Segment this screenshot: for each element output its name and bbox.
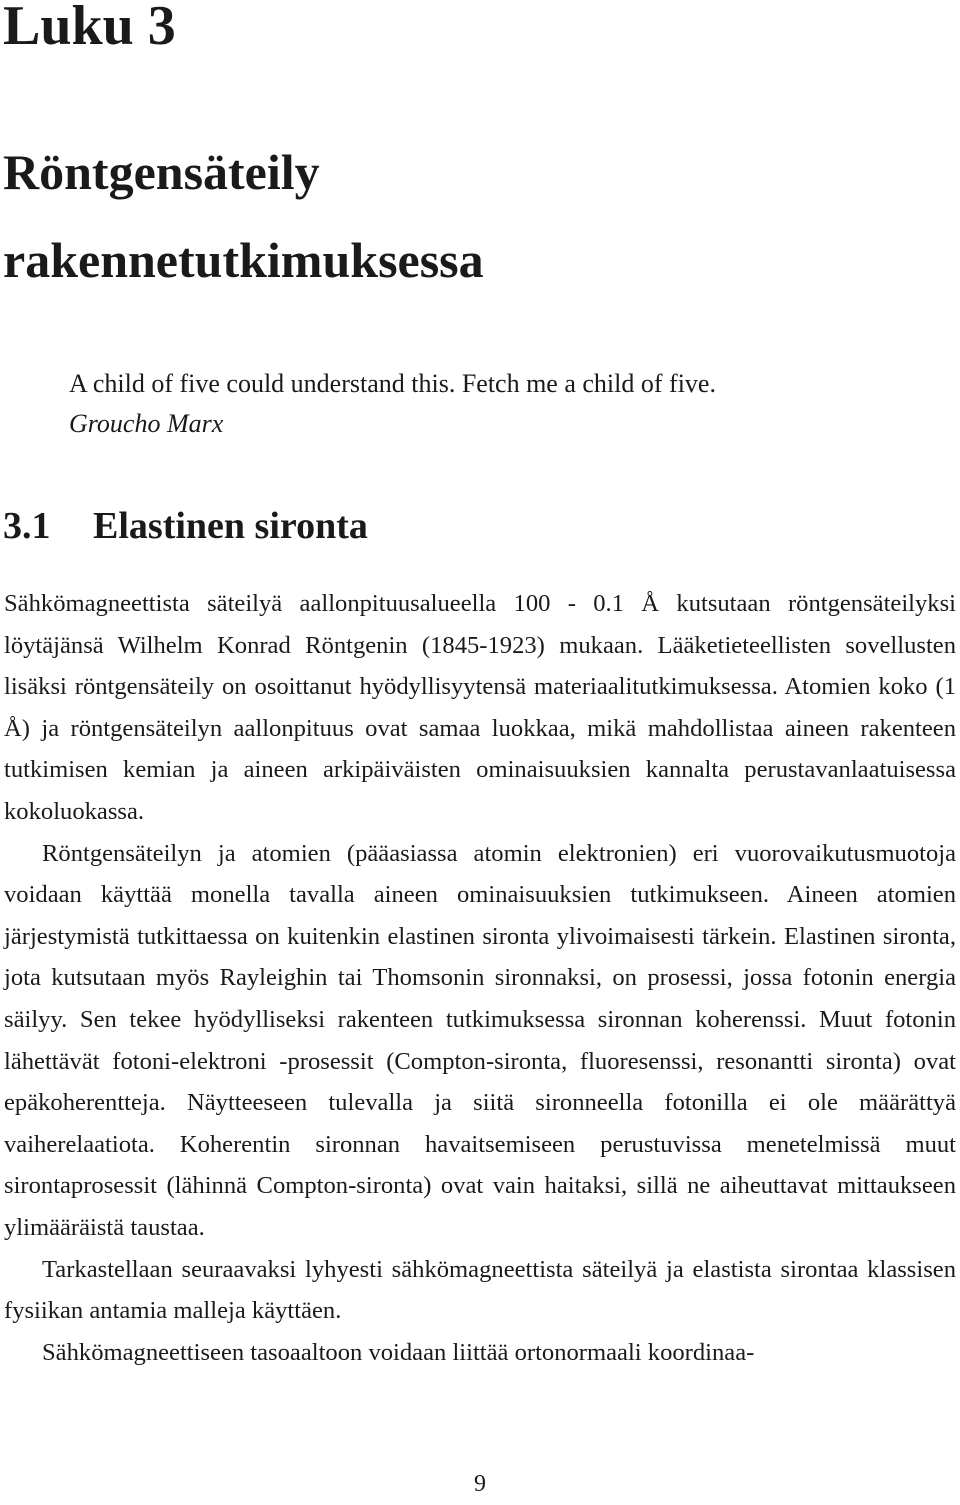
section-number: 3.1 [3, 505, 51, 547]
epigraph-quote: A child of five could understand this. Fetch me a child of five. [69, 369, 716, 398]
paragraph-1: Sähkömagneettista säteilyä aallonpituusalueella 100 - 0.1 Å kutsutaan röntgensäteilyksi löytäjänsä Wilhelm Konrad Röntgenin (1845-1923) mukaan. Lääketieteellisten sovellusten lisäksi röntgensäteily on osoittanut hyödyllisyytensä materiaalitutkimuksessa. Atomien koko (1 Å) ja röntgensäteilyn aallonpituus ovat samaa luokkaa, mikä mahdollistaa aineen rakenteen tutkimisen kemian ja aineen arkipäiväisten ominaisuuksien kannalta perustavanlaatuisessa kokoluokassa. [4, 590, 956, 825]
page-number: 9 [474, 1471, 486, 1497]
chapter-title-line-1: Röntgensäteily [3, 144, 320, 200]
section-title: Elastinen sironta [93, 505, 368, 547]
epigraph-author: Groucho Marx [69, 409, 224, 438]
section-heading [3, 504, 368, 548]
body-text [4, 583, 956, 1373]
paragraph-4: Sähkömagneettiseen tasoaaltoon voidaan liittää ortonormaali koordinaa- [42, 1338, 755, 1366]
chapter-title [3, 128, 484, 304]
epigraph [69, 364, 716, 444]
paragraph-2: Röntgensäteilyn ja atomien (pääasiassa atomin elektronien) eri vuorovaikutusmuotoja voidaan käyttää monella tavalla aineen ominaisuuksien tutkimukseen. Aineen atomien järjestymistä tutkittaessa on kuitenkin elastinen sironta ylivoimaisesti tärkein. Elastinen sironta, jota kutsutaan myös Rayleighin tai Thomsonin sironnaksi, on prosessi, jossa fotonin energia säilyy. Sen tekee hyödylliseksi rakenteen tutkimuksessa sironnan koherenssi. Muut fotonin lähettävät fotoni-elektroni -prosessit (Compton-sironta, fluoresenssi, resonantti sironta) ovat epäkoherentteja. Näytteeseen tulevalla ja siitä sironneella fotonilla ei ole määrättyä vaiherelaatiota. Koherentin sironnan havaitsemiseen perustuvissa menetelmissä muut sirontaprosessit (lähinnä Compton-sironta) ovat vain haitaksi, sillä ne aiheuttavat mittaukseen ylimääräistä taustaa. [4, 839, 956, 1241]
chapter-title-line-2: rakennetutkimuksessa [3, 232, 484, 288]
paragraph-3: Tarkastellaan seuraavaksi lyhyesti sähkömagneettista säteilyä ja elastista sirontaa klassisen fysiikan antamia malleja käyttäen. [4, 1255, 956, 1325]
chapter-label: Luku 3 [3, 0, 176, 57]
